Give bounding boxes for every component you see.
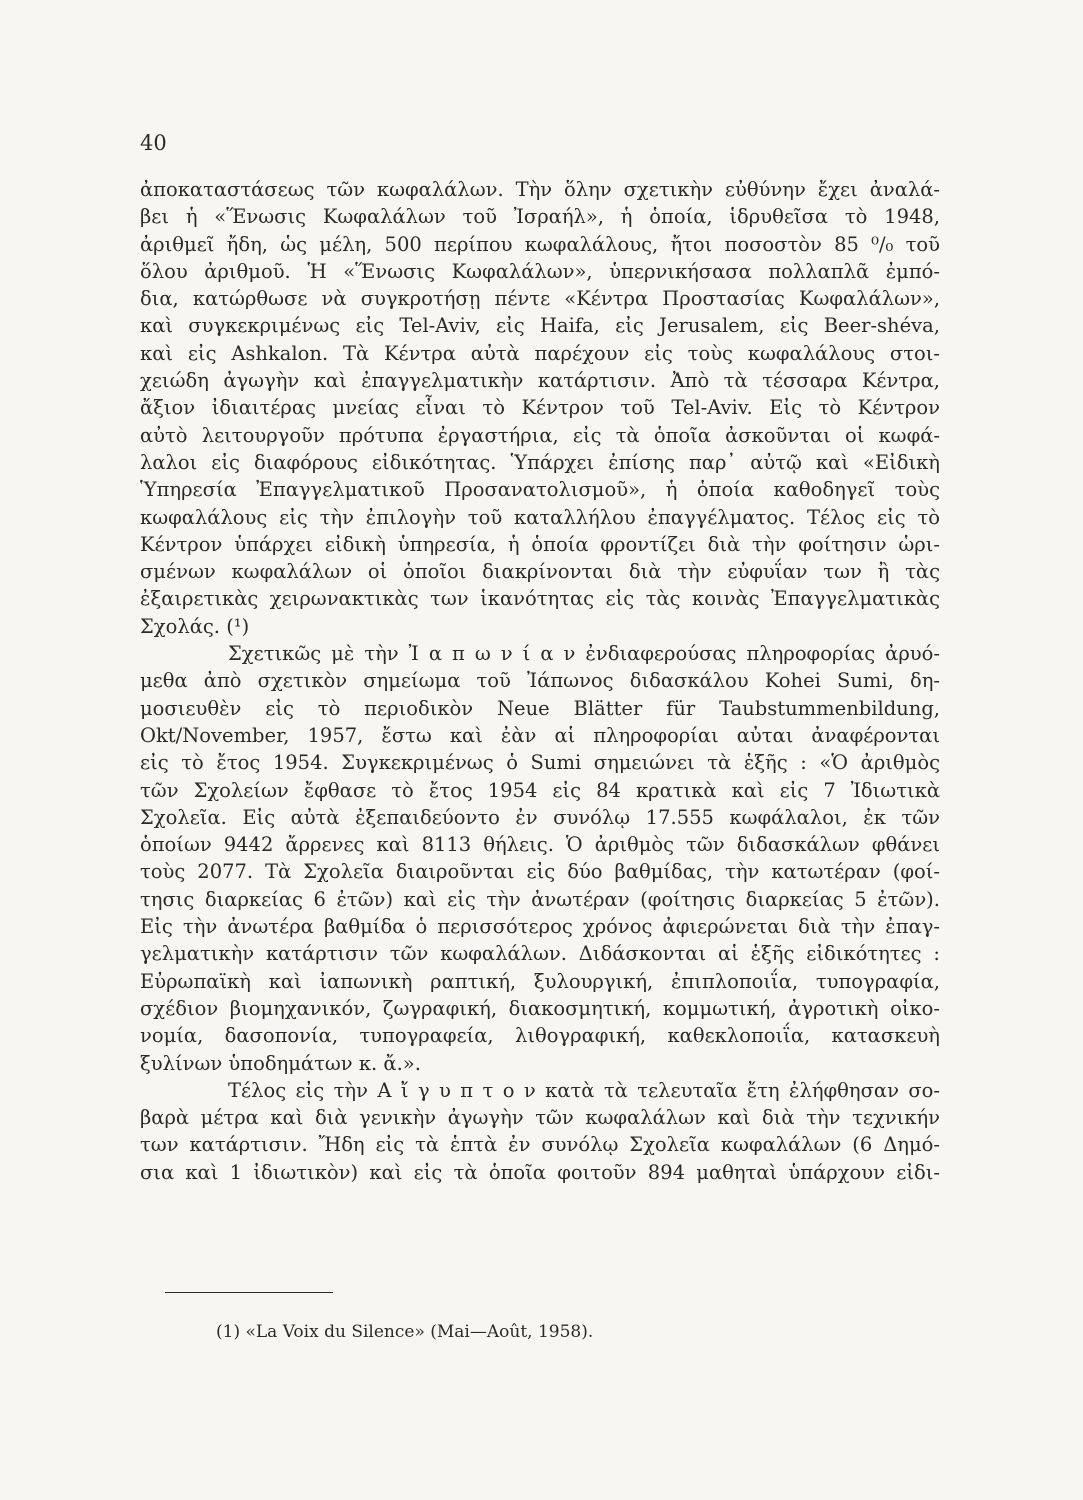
text-line: χειώδη ἀγωγὴν καὶ ἐπαγγελματικὴν κατάρτισιν. Ἀπὸ τὰ τέσσαρα Κέντρα, bbox=[140, 369, 940, 393]
text-line: των κατάρτισιν. Ἤδη εἰς τὰ ἑπτὰ ἐν συνόλῳ Σχολεῖα κωφαλάλων (6 Δημό- bbox=[140, 1133, 940, 1157]
text-line: σχέδιον βιομηχανικόν, ζωγραφική, διακοσμητική, κομμωτική, ἀγροτικὴ οἰκο- bbox=[140, 996, 940, 1020]
text-line: βαρὰ μέτρα καὶ διὰ γενικὴν ἀγωγὴν τῶν κωφαλάλων καὶ διὰ τὴν τεχνικήν bbox=[140, 1106, 940, 1130]
text-line: λαλοι εἰς διαφόρους εἰδικότητας. Ὑπάρχει ἐπίσης παρ᾽ αὐτῷ καὶ «Εἰδικὴ bbox=[140, 450, 940, 474]
text-line: ἀριθμεῖ ἤδη, ὡς μέλη, 500 περίπου κωφαλάλους, ἤτοι ποσοστὸν 85 ⁰/₀ τοῦ bbox=[140, 232, 940, 256]
text-line: βει ἡ «Ἕνωσις Κωφαλάλων τοῦ Ἰσραήλ», ἡ ὁποία, ἱδρυθεῖσα τὸ 1948, bbox=[140, 205, 940, 229]
text-line: τῶν Σχολείων ἔφθασε τὸ ἔτος 1954 εἰς 84 κρατικὰ καὶ εἰς 7 Ἰδιωτικὰ bbox=[140, 778, 940, 802]
text-line: Σχολεῖα. Εἰς αὐτὰ ἐξεπαιδεύοντο ἐν συνόλῳ 17.555 κωφάλαλοι, ἐκ τῶν bbox=[140, 805, 940, 829]
text-line: μεθα ἀπὸ σχετικὸν σημείωμα τοῦ Ἰάπωνος διδασκάλου Kohei Sumi, δη- bbox=[140, 669, 940, 693]
text-line: ὅλου ἀριθμοῦ. Ἡ «Ἕνωσις Κωφαλάλων», ὑπερνικήσασα πολλαπλᾶ ἐμπό- bbox=[140, 259, 940, 283]
text-line: Εὐρωπαϊκὴ καὶ ἰαπωνικὴ ραπτική, ξυλουργική, ἐπιπλοποιΐα, τυπογραφία, bbox=[140, 969, 940, 993]
text-line: Σχετικῶς μὲ τὴν Ἰ α π ω ν ί α ν ἐνδιαφερούσας πληροφορίας ἀρυό- bbox=[228, 642, 940, 666]
text-line: νομία, δασοπονία, τυπογραφεία, λιθογραφική, καθεκλοποιΐα, κατασκευὴ bbox=[140, 1024, 940, 1048]
text-line: εἰς τὸ ἔτος 1954. Συγκεκριμένως ὁ Sumi σημειώνει τὰ ἑξῆς : «Ὁ ἀριθμὸς bbox=[140, 751, 940, 775]
page-number: 40 bbox=[140, 131, 167, 155]
text-line: μοσιευθὲν εἰς τὸ περιοδικὸν Neue Blätter für Taubstummenbildung, bbox=[140, 696, 940, 720]
text-line: καὶ συγκεκριμένως εἰς Tel-Aviv, εἰς Haifa, εἰς Jerusalem, εἰς Beer-shéva, bbox=[140, 314, 940, 338]
footnote: (1) «La Voix du Silence» (Mai—Août, 1958). bbox=[216, 1322, 594, 1342]
text-line: ἀποκαταστάσεως τῶν κωφαλάλων. Τὴν ὅλην σχετικὴν εὐθύνην ἔχει ἀναλά- bbox=[140, 178, 940, 201]
text-line: σια καὶ 1 ἰδιωτικὸν) καὶ εἰς τὰ ὁποῖα φοιτοῦν 894 μαθηταὶ ὑπάρχουν εἰδι- bbox=[140, 1160, 940, 1184]
text-line: γελματικὴν κατάρτισιν τῶν κωφαλάλων. Διδάσκονται αἱ ἑξῆς εἰδικότητες : bbox=[140, 942, 940, 966]
text-line: ὁποίων 9442 ἄρρενες καὶ 8113 θήλεις. Ὁ ἀριθμὸς τῶν διδασκάλων φθάνει bbox=[140, 833, 940, 857]
text-line: αὐτὸ λειτουργοῦν πρότυπα ἐργαστήρια, εἰς τὰ ὁποῖα ἀσκοῦνται οἱ κωφά- bbox=[140, 423, 940, 447]
text-line: Ὑπηρεσία Ἐπαγγελματικοῦ Προσανατολισμοῦ», ἡ ὁποία καθοδηγεῖ τοὺς bbox=[140, 478, 940, 502]
body-text bbox=[140, 176, 940, 1186]
text-line: Σχολάς. (¹) bbox=[140, 614, 250, 638]
text-line: καὶ εἰς Ashkalon. Τὰ Κέντρα αὐτὰ παρέχουν εἰς τοὺς κωφαλάλους στοι- bbox=[140, 341, 940, 365]
text-line: Κέντρον ὑπάρχει εἰδικὴ ὑπηρεσία, ἡ ὁποία φροντίζει διὰ τὴν φοίτησιν ὡρι- bbox=[140, 532, 940, 556]
text-line: ξυλίνων ὑποδημάτων κ. ἄ.». bbox=[140, 1051, 421, 1075]
text-line: ἄξιον ἰδιαιτέρας μνείας εἶναι τὸ Κέντρον τοῦ Tel-Aviv. Εἰς τὸ Κέντρον bbox=[140, 396, 940, 420]
text-line: τοὺς 2077. Τὰ Σχολεῖα διαιροῦνται εἰς δύο βαθμίδας, τὴν κατωτέραν (φοί- bbox=[140, 860, 940, 884]
text-line: δια, κατώρθωσε νὰ συγκροτήσῃ πέντε «Κέντρα Προστασίας Κωφαλάλων», bbox=[140, 287, 940, 311]
text-line: Τέλος εἰς τὴν Α ἴ γ υ π τ ο ν κατὰ τὰ τελευταῖα ἔτη ἐλήφθησαν σο- bbox=[228, 1078, 940, 1102]
text-line: ἐξαιρετικὰς χειρωνακτικὰς των ἱκανότητας εἰς τὰς κοινὰς Ἐπαγγελματικὰς bbox=[140, 587, 940, 611]
text-line: σμένων κωφαλάλων οἱ ὁποῖοι διακρίνονται διὰ τὴν εὐφυΐαν των ἢ τὰς bbox=[140, 560, 940, 584]
text-line: τησις διαρκείας 6 ἐτῶν) καὶ εἰς τὴν ἀνωτέραν (φοίτησις διαρκείας 5 ἐτῶν). bbox=[140, 887, 940, 911]
footnote-divider bbox=[165, 1292, 333, 1293]
text-line: κωφαλάλους εἰς τὴν ἐπιλογὴν τοῦ καταλλήλου ἐπαγγέλματος. Τέλος εἰς τὸ bbox=[140, 505, 940, 529]
text-line: Εἰς τὴν ἀνωτέρα βαθμίδα ὁ περισσότερος χρόνος ἀφιερώνεται διὰ τὴν ἐπαγ- bbox=[140, 915, 940, 939]
text-line: Okt/November, 1957, ἔστω καὶ ἐὰν αἱ πληροφορίαι αὐται ἀναφέρονται bbox=[140, 723, 940, 747]
